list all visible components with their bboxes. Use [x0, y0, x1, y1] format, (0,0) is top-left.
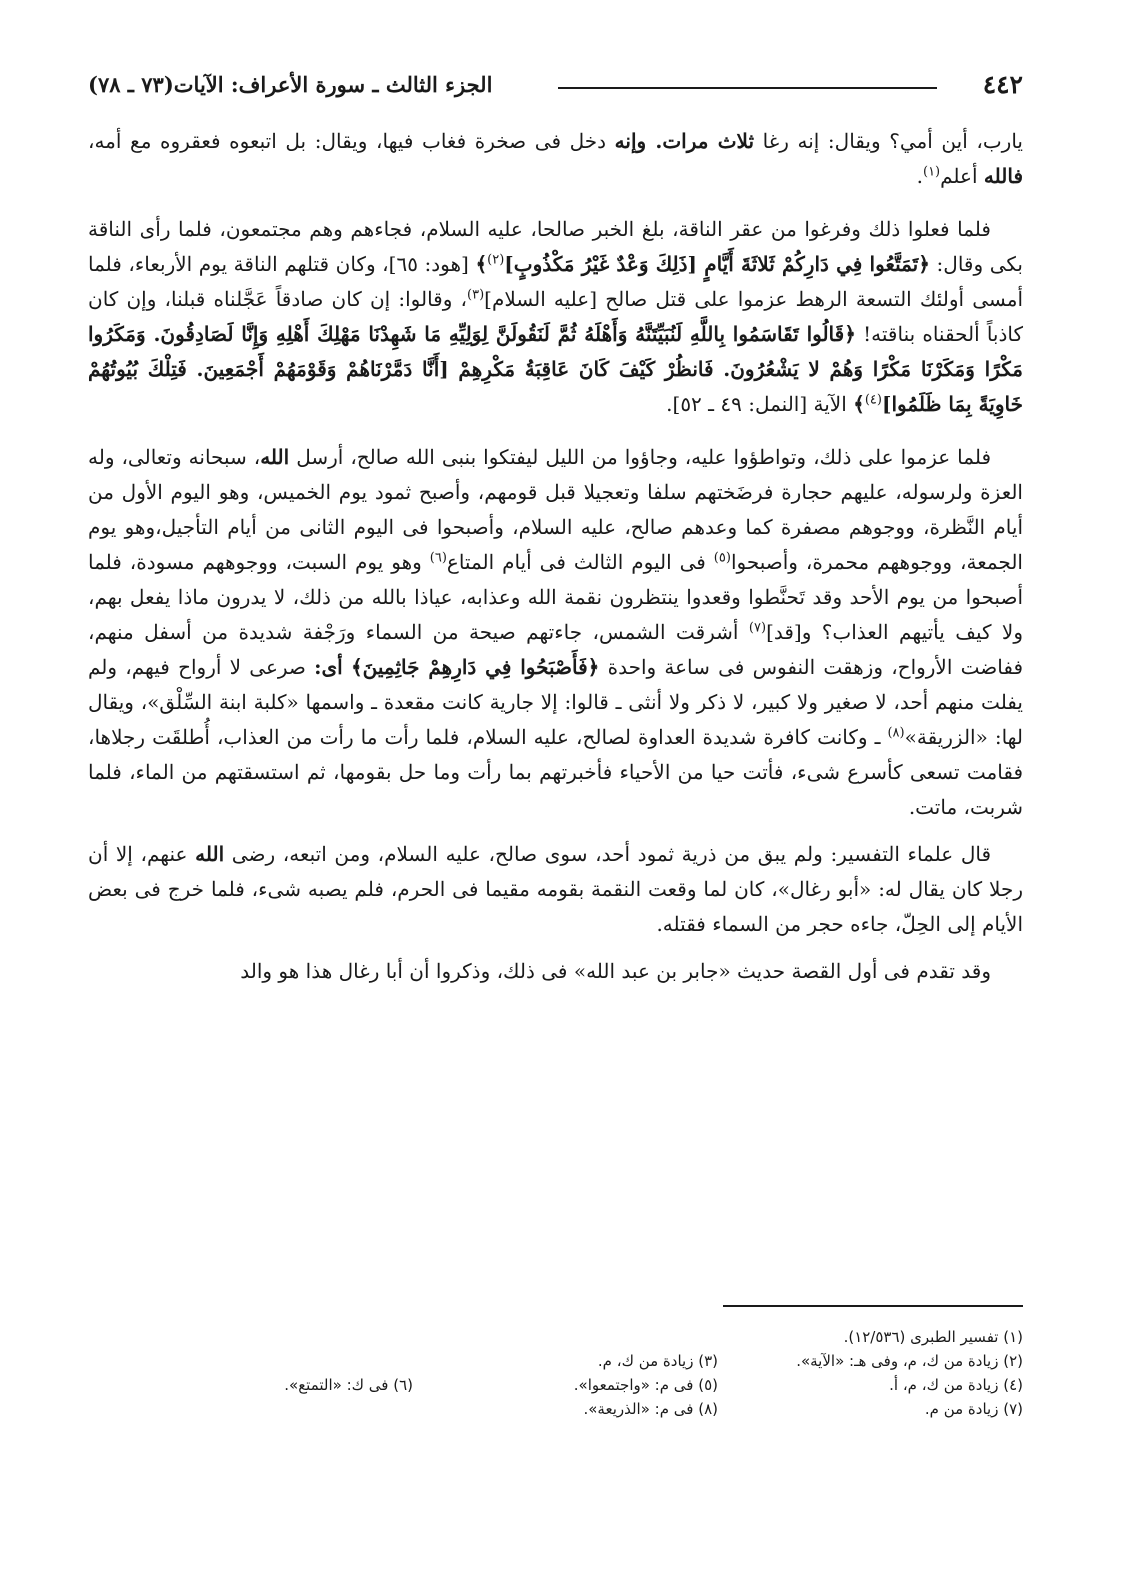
footnote-marker: (٤)	[864, 392, 882, 408]
text-run: فى اليوم الثالث فى أيام المتاع	[446, 550, 714, 574]
paragraph	[88, 837, 1023, 942]
text-run: ـ وكانت كافرة شديدة العداوة لصالح، عليه السلام، فلما رأت ما رأت من العذاب، أُطلقَت رجلاها، فقامت تسعى كأسرع شىء، فأتت حيا من الأحياء فأخبرتهم بما رأت وما حل بقومها، ثم استسقتهم من الماء، فلما شربت، ماتت.	[88, 725, 1023, 819]
paragraph	[88, 440, 1023, 825]
text-run: وقد تقدم فى أول القصة حديث «جابر بن عبد الله» فى ذلك، وذكروا أن أبا رغال هذا هو والد	[240, 959, 991, 983]
footnote: (٢) زيادة من ك، م، وفى هـ: «الآية».	[796, 1352, 1023, 1370]
text-run: الآية [النمل: ٤٩ ـ ٥٢].	[666, 392, 854, 416]
footnotes	[183, 1325, 1023, 1421]
bold-text: الله	[195, 842, 225, 866]
text-run: فلما عزموا على ذلك، وتواطؤوا عليه، وجاؤوا من الليل ليفتكوا بنبى الله صالح، أرسل	[289, 445, 992, 469]
paragraph	[88, 212, 1023, 422]
footnote-row	[183, 1325, 1023, 1349]
text-run	[343, 655, 351, 679]
footnote-row	[183, 1349, 1023, 1373]
footnote: (٦) فى ك: «التمتع».	[284, 1376, 413, 1394]
text-run: ، سبحانه وتعالى، وله العزة ولرسوله، عليهم حجارة فرضَختهم سلفا وتعجيلا قبل قومهم، وأصبح ثمود يوم الخميس، وهو اليوم الأول من أيام النَّظرة، ووجوهم مصفرة كما وعدهم صالح، عليه السلام، وأصبحوا فى اليوم الثانى من أيام التأجيل،وهو يوم الجمعة، ووجوههم محمرة، وأصبحوا	[88, 445, 1023, 574]
paragraph	[88, 954, 1023, 989]
footnote-marker: (٥)	[713, 550, 731, 566]
quran-verse: ﴿تَمَتَّعُوا فِي دَارِكُمْ ثَلاثَةَ أَيَّامٍ [ذَلِكَ وَعْدٌ غَيْرُ مَكْذُوبٍ]	[504, 252, 930, 276]
text-run: أشرقت الشمس، جاءتهم صيحة من السماء ورَجْفة شديدة من أسفل منهم، ففاضت الأرواح، وزهقت النفوس فى ساعة واحدة	[88, 620, 1024, 679]
footnote-row	[183, 1397, 1023, 1421]
text-run: دخل فى صخرة فغاب فيها، ويقال: بل اتبعوه فعقروه مع أمه،	[88, 129, 615, 153]
text-run: وهو يوم السبت، ووجوههم مسودة، فلما أصبحوا من يوم الأحد وقد تَحنَّطوا وقعدوا ينتظرون نقمة الله وعذابه، عياذا بالله من ذلك، لا يدرون ماذا يفعل بهم، ولا كيف يأتيهم العذاب؟ و[قد]	[88, 550, 1024, 644]
quran-verse: ﴾	[475, 252, 488, 276]
text-run: عنهم، إلا أن رجلا كان يقال له: «أبو رغال»، كان لما وقعت النقمة بقومه مقيما فى الحرم، فلم يصبه شىء، فلما خرج فى بعض الأيام إلى الحِلّ، جاءه حجر من السماء فقتله.	[88, 842, 1023, 936]
text-run: [هود: ٦٥]، وكان قتلهم الناقة يوم الأربعاء، فلما أمسى أولئك التسعة الرهط عزموا على قتل صالح [عليه السلام]	[88, 252, 1024, 311]
footnote-row	[183, 1373, 1023, 1397]
paragraph	[88, 124, 1023, 194]
footnote: (٤) زيادة من ك، م، أ.	[889, 1376, 1023, 1394]
bold-text: ثلاث مرات. وإنه	[614, 129, 755, 153]
text-run: فلما فعلوا ذلك وفرغوا من عقر الناقة، بلغ الخبر صالحا، عليه السلام، فجاءهم وهم مجتمعون، فلما رأى الناقة بكى وقال:	[88, 217, 1024, 276]
quran-verse: ﴿قَالُوا تَقَاسَمُوا بِاللَّهِ لَنُبَيِّتَنَّهُ وَأَهْلَهُ ثُمَّ لَنَقُولَنَّ لِوَلِيِّهِ مَا شَهِدْنَا مَهْلِكَ أَهْلِهِ وَإِنَّا لَصَادِقُونَ. وَمَكَرُوا مَكْرًا وَمَكَرْنَا مَكْرًا وَهُمْ لا يَشْعُرُونَ. فَانظُرْ كَيْفَ كَانَ عَاقِبَةُ مَكْرِهِمْ [أَنَّا دَمَّرْنَاهُمْ وَقَوْمَهُمْ أَجْمَعِينَ. فَتِلْكَ بُيُوتُهُمْ خَاوِيَةً بِمَا ظَلَمُوا]	[88, 322, 1023, 416]
text-run: صرعى لا أرواح فيهم، ولم يفلت منهم أحد، لا صغير ولا كبير، لا ذكر ولا أنثى ـ قالوا: إلا جارية كانت مقعدة ـ واسمها «كلبة ابنة السِّلْق»، ويقال لها: «الزريقة»	[88, 655, 1023, 749]
footnote-marker: (١)	[922, 164, 941, 180]
footnote: (٨) فى م: «الذريعة».	[583, 1400, 718, 1418]
text-run: يارب، أين أمي؟ ويقال: إنه رغا	[754, 129, 1023, 153]
body-text	[88, 124, 1023, 1001]
text-run: أعلم	[940, 164, 984, 188]
footnote-marker: (٨)	[887, 725, 905, 741]
footnote: (٣) زيادة من ك، م.	[597, 1352, 718, 1370]
footnote-marker: (٧)	[748, 620, 767, 636]
running-header	[88, 70, 1023, 110]
bold-text: فالله	[983, 164, 1023, 188]
footnote-marker: (٦)	[429, 550, 447, 566]
bold-text: أى:	[314, 655, 343, 679]
quran-verse: ﴾	[853, 392, 865, 416]
page-number: ٤٤٢	[982, 70, 1023, 99]
header-rule	[558, 87, 937, 89]
text-run: .	[916, 164, 923, 188]
quran-verse: ﴿فَأَصْبَحُوا فِي دَارِهِمْ جَاثِمِينَ﴾	[350, 655, 600, 679]
text-run: ، وقالوا: إن كان صادقاً عَجَّلناه قبلنا، وإن كان كاذباً ألحقناه بناقته!	[88, 287, 1024, 346]
footnote-separator	[723, 1305, 1023, 1307]
footnote: (٧) زيادة من م.	[924, 1400, 1023, 1418]
header-title: الجزء الثالث ـ سورة الأعراف: الآيات(٧٣ ـ ٧٨)	[88, 72, 493, 97]
footnote-marker: (٣)	[467, 287, 485, 303]
text-run: قال علماء التفسير: ولم يبق من ذرية ثمود أحد، سوى صالح، عليه السلام، ومن اتبعه، رضى	[224, 842, 992, 866]
bold-text: الله	[260, 445, 290, 469]
footnote: (١) تفسير الطبرى (١٢/٥٣٦).	[843, 1328, 1023, 1346]
footnote-marker: (٢)	[487, 252, 505, 268]
footnote: (٥) فى م: «واجتمعوا».	[573, 1376, 718, 1394]
